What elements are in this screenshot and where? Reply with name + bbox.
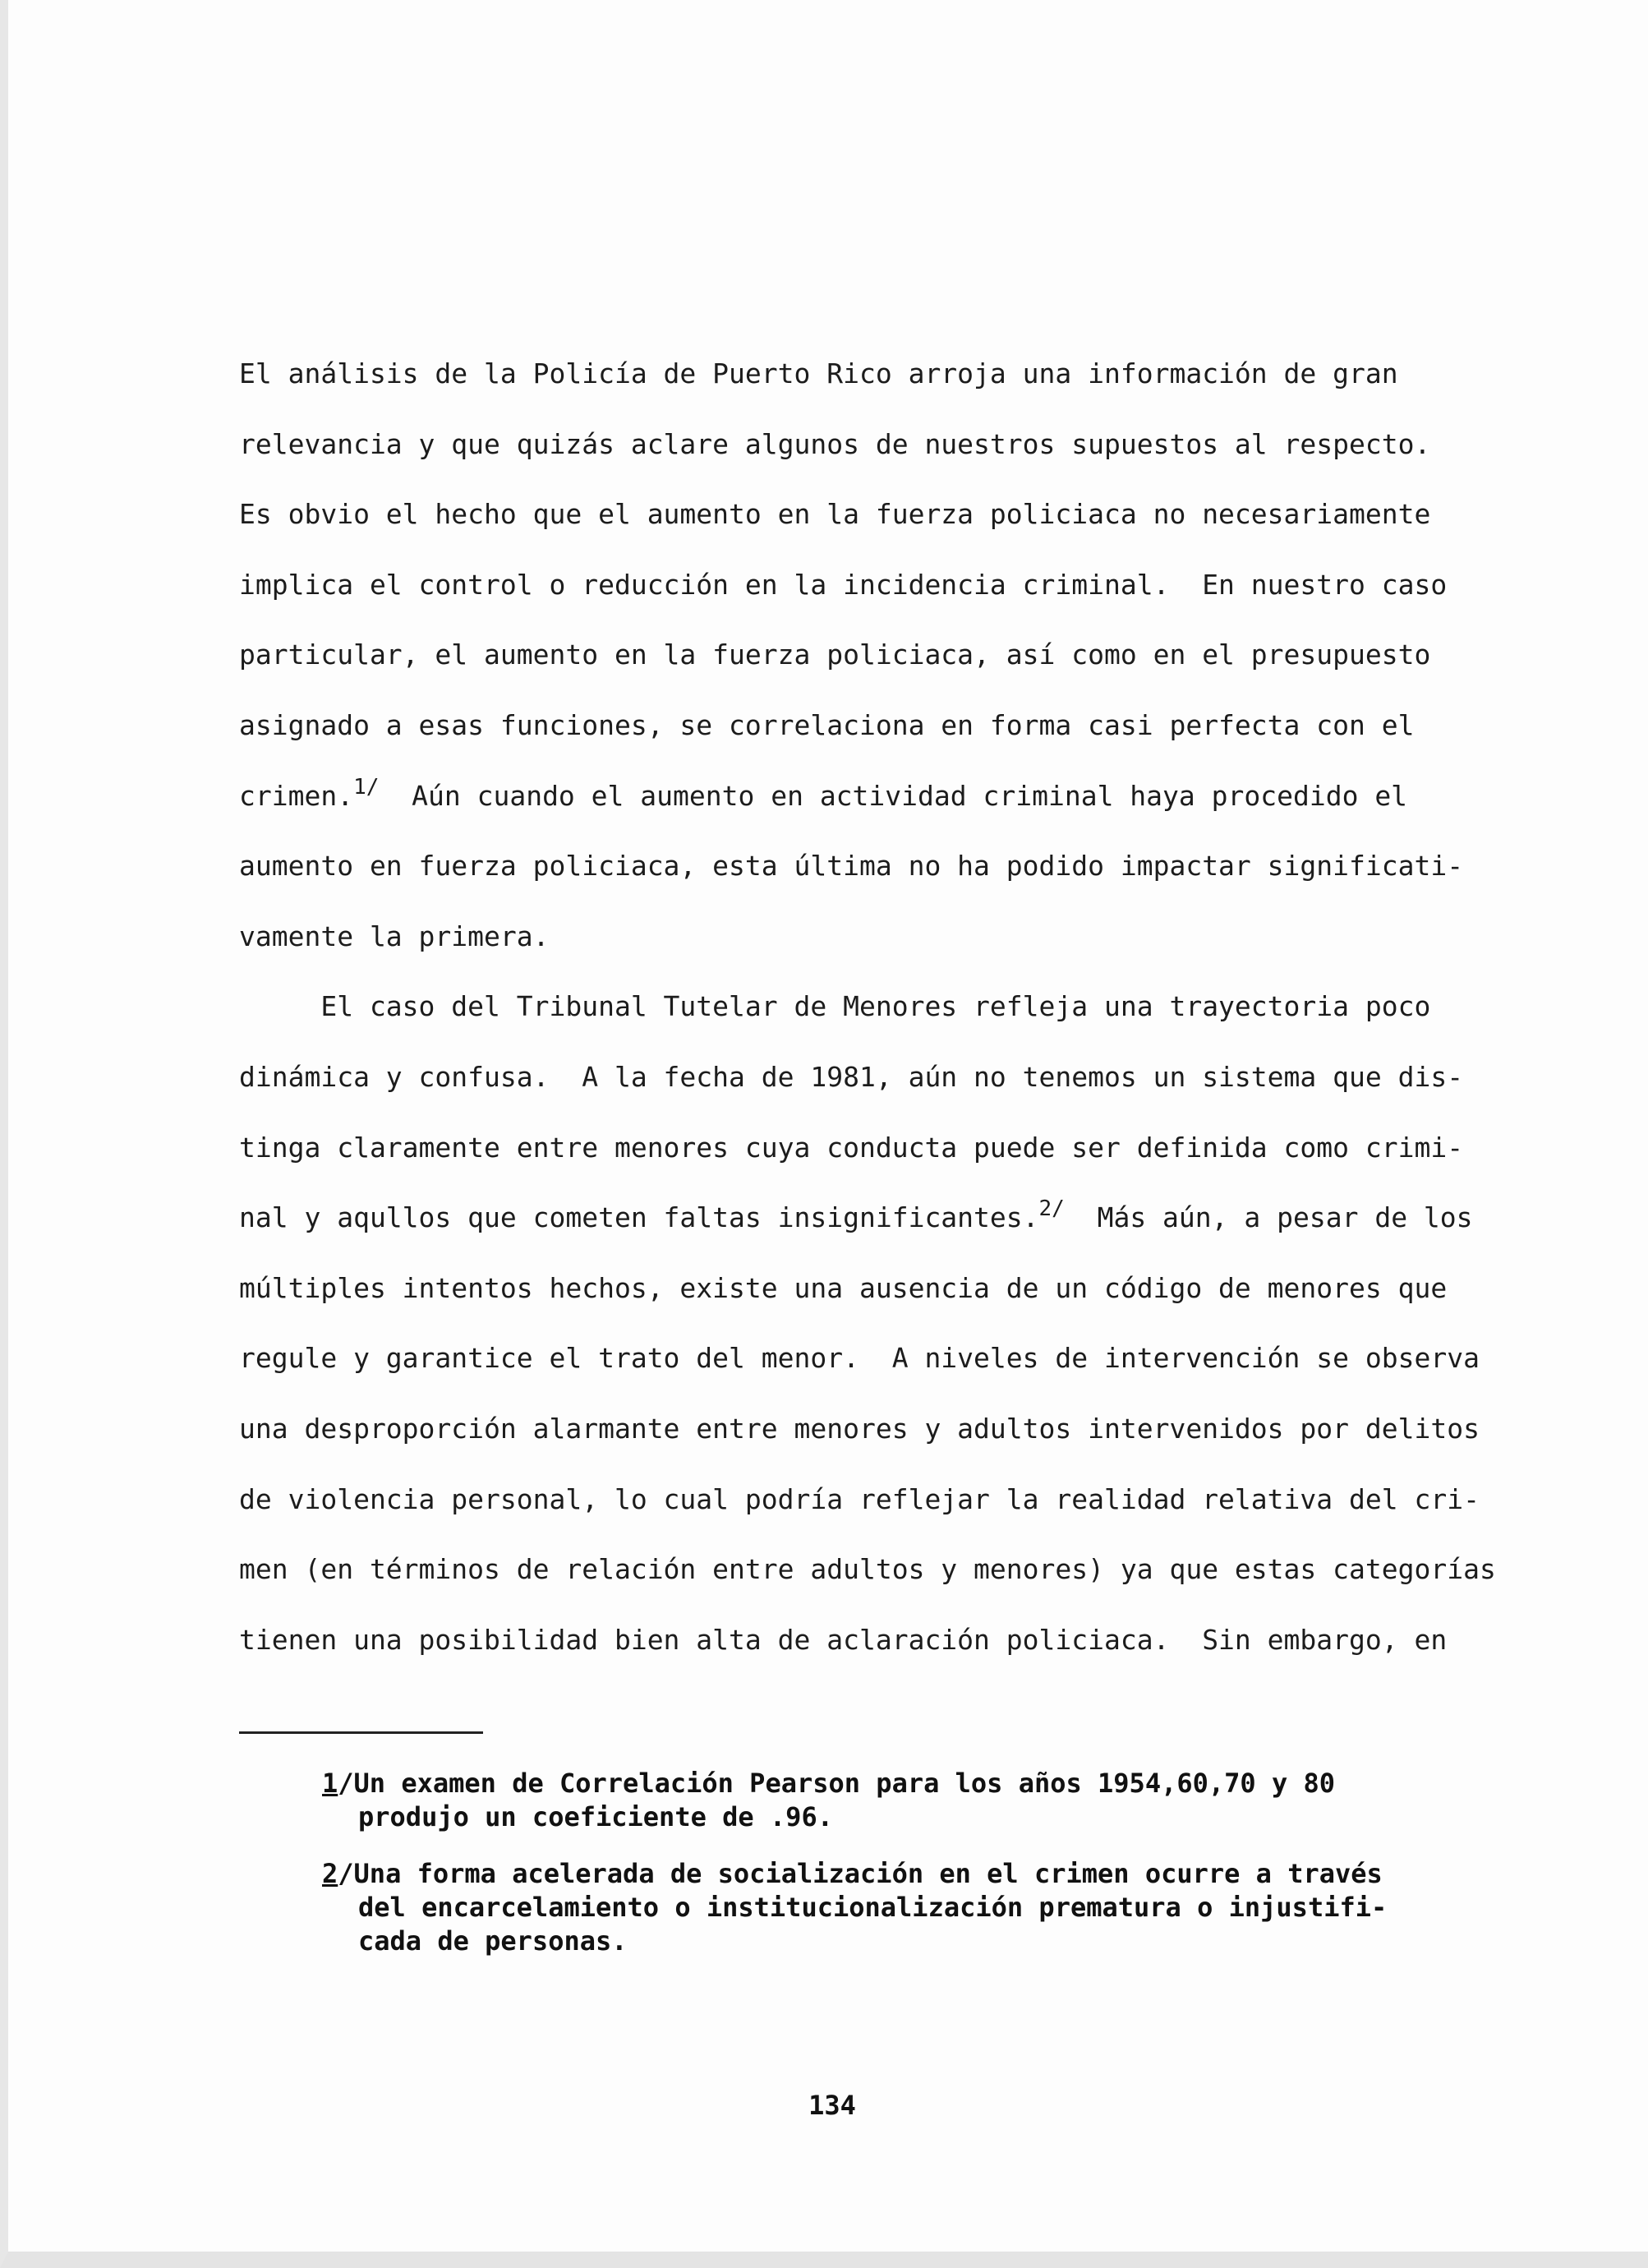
text-segment: nal y aqullos que cometen faltas insignificantes. [239, 1201, 1039, 1234]
text-line: múltiples intentos hechos, existe una ausencia de un código de menores que [239, 1271, 1448, 1304]
text-line [239, 772, 1578, 842]
footnote-line [322, 1767, 1604, 1800]
text-line: asignado a esas funciones, se correlaciona en forma casi perfecta con el [239, 708, 1415, 741]
text-line: implica el control o reducción en la incidencia criminal. En nuestro caso [239, 568, 1448, 601]
footnote-text: /Una forma acelerada de socialización en el crimen ocurre a través [338, 1858, 1383, 1889]
footnote-separator [239, 1731, 483, 1734]
text-line: El análisis de la Policía de Puerto Rico arroja una información de gran [239, 357, 1398, 390]
text-line: tinga claramente entre menores cuya conducta puede ser definida como crimi- [239, 1131, 1464, 1164]
footnote-line: del encarcelamiento o institucionalización prematura o injustifi- [358, 1892, 1388, 1923]
footnote-line [322, 1857, 1604, 1891]
text-line: Es obvio el hecho que el aumento en la fuerza policiaca no necesariamente [239, 498, 1431, 531]
body-text [239, 349, 1578, 1685]
footnote-marker-1: 1/ [353, 774, 380, 800]
text-line: relevancia y que quizás aclare algunos de nuestros supuestos al respecto. [239, 427, 1431, 460]
text-line: una desproporción alarmante entre menores y adultos intervenidos por delitos [239, 1412, 1480, 1445]
text-line: tienen una posibilidad bien alta de aclaración policiaca. Sin embargo, en [239, 1623, 1448, 1656]
footnote-marker-2: 2/ [1038, 1196, 1065, 1222]
text-line: vamente la primera. [239, 920, 550, 952]
text-segment: Más aún, a pesar de los [1064, 1201, 1473, 1234]
text-line: dinámica y confusa. A la fecha de 1981, aún no tenemos un sistema que dis- [239, 1060, 1464, 1093]
footnote-1 [322, 1767, 1604, 1834]
text-line: de violencia personal, lo cual podría reflejar la realidad relativa del cri- [239, 1482, 1480, 1515]
text-line [239, 1193, 1578, 1264]
text-segment: crimen. [239, 779, 354, 812]
footnote-line: produjo un coeficiente de .96. [358, 1801, 833, 1832]
page-number: 134 [808, 2090, 856, 2121]
footnotes [322, 1767, 1604, 1981]
text-segment: Aún cuando el aumento en actividad criminal haya procedido el [379, 779, 1408, 812]
footnote-number: 2 [322, 1858, 338, 1889]
footnote-number: 1 [322, 1768, 338, 1799]
footnote-text: /Un examen de Correlación Pearson para los años 1954,60,70 y 80 [338, 1768, 1335, 1799]
footnote-2 [322, 1857, 1604, 1958]
footnote-line: cada de personas. [358, 1925, 628, 1957]
text-line: regule y garantice el trato del menor. A niveles de intervención se observa [239, 1342, 1480, 1375]
text-line: aumento en fuerza policiaca, esta última no ha podido impactar significati- [239, 850, 1464, 883]
text-line: particular, el aumento en la fuerza policiaca, así como en el presupuesto [239, 638, 1431, 671]
text-line: El caso del Tribunal Tutelar de Menores refleja una trayectoria poco [239, 990, 1431, 1023]
text-line: men (en términos de relación entre adultos y menores) ya que estas categorías [239, 1553, 1496, 1586]
